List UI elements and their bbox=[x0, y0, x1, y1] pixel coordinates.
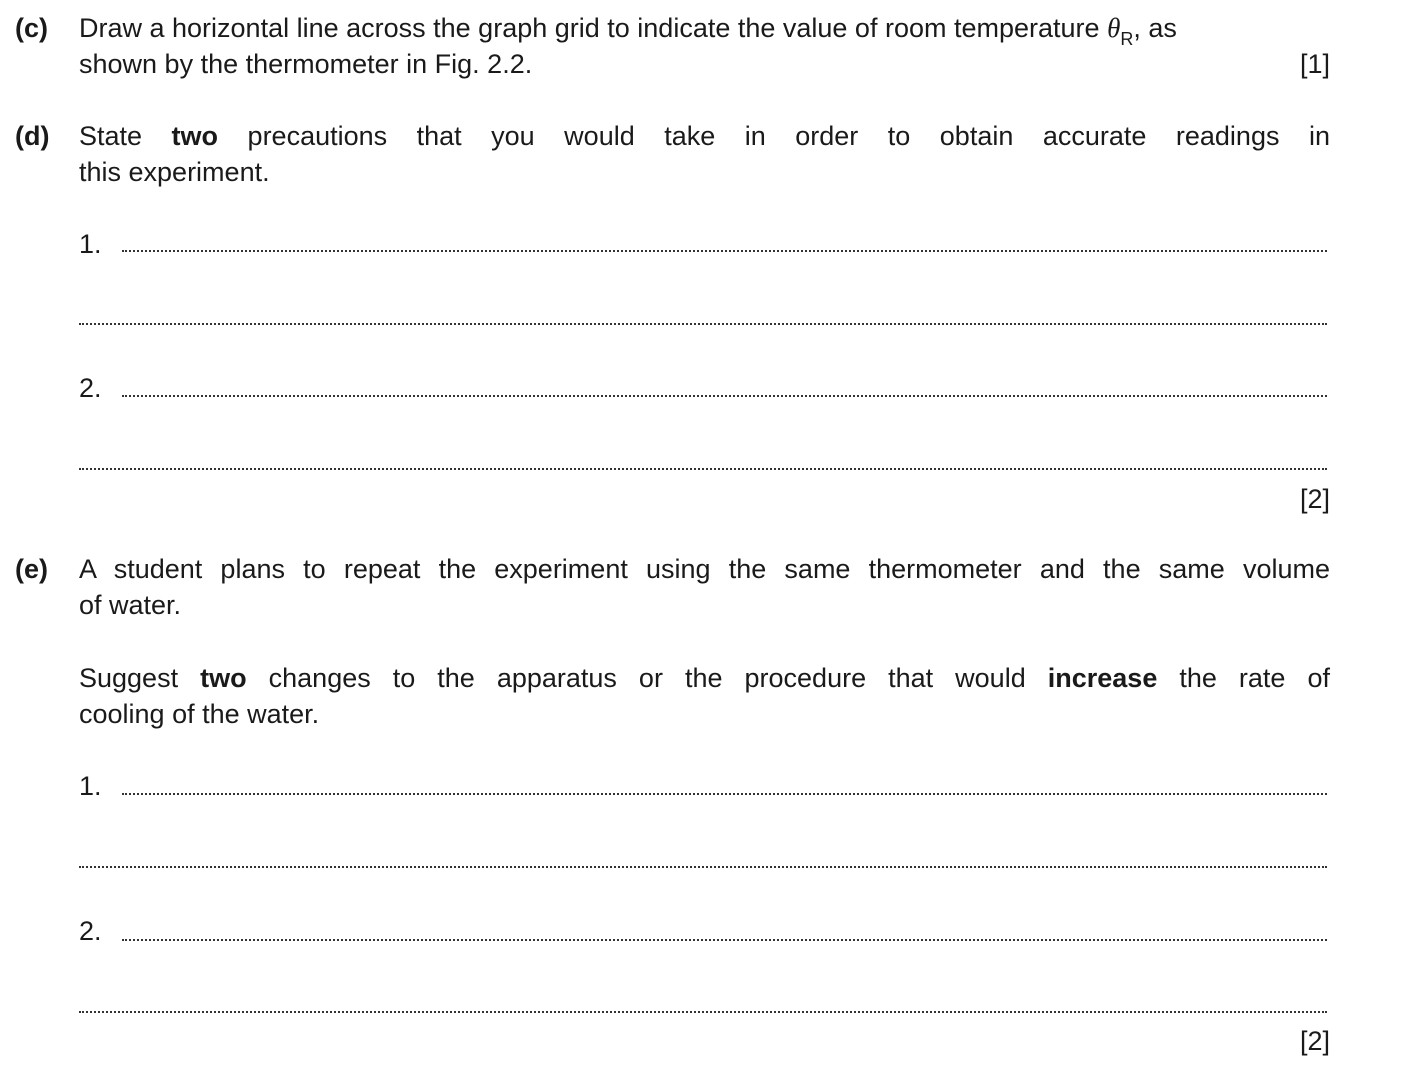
part-e-suggest-bold1: two bbox=[200, 663, 247, 693]
part-e-answer-line-2a[interactable] bbox=[122, 939, 1327, 941]
part-d-prompt-bold: two bbox=[171, 121, 219, 151]
part-d-answer-number-2: 2. bbox=[79, 373, 102, 403]
part-e-suggest-line1 bbox=[79, 660, 1330, 696]
part-d-answer-line-1b[interactable] bbox=[79, 323, 1327, 325]
part-c-label: (c) bbox=[15, 13, 48, 43]
part-d-answer-number-1: 1. bbox=[79, 229, 102, 259]
part-c-text: Draw a horizontal line across the graph grid to indicate the value of room temperature bbox=[79, 13, 1100, 43]
theta-symbol: θ bbox=[1107, 13, 1121, 43]
part-d-prompt-before: State bbox=[79, 121, 143, 151]
part-e-answer-line-1b[interactable] bbox=[79, 866, 1327, 868]
part-d-label: (d) bbox=[15, 121, 50, 151]
part-c-question-line2: shown by the thermometer in Fig. 2.2. bbox=[79, 49, 533, 79]
part-e-label: (e) bbox=[15, 554, 48, 584]
part-d-answer-line-2a[interactable] bbox=[122, 395, 1327, 397]
part-e-question-line2: of water. bbox=[79, 590, 182, 620]
part-e-suggest-middle: changes to the apparatus or the procedure that would bbox=[268, 663, 1026, 693]
part-d-question-line2: this experiment. bbox=[79, 157, 270, 187]
part-e-answer-number-1: 1. bbox=[79, 771, 102, 801]
part-e-suggest-before: Suggest bbox=[79, 663, 179, 693]
part-d-marks: [2] bbox=[1299, 484, 1330, 514]
part-c-suffix: , as bbox=[1133, 13, 1177, 43]
theta-subscript: R bbox=[1120, 29, 1134, 49]
part-e-answer-line-2b[interactable] bbox=[79, 1011, 1327, 1013]
part-d-answer-line-1a[interactable] bbox=[122, 250, 1327, 252]
part-e-suggest-after: the rate of bbox=[1179, 663, 1330, 693]
part-c-question-line1 bbox=[79, 10, 1330, 49]
part-d-answer-line-2b[interactable] bbox=[79, 468, 1327, 470]
part-e-answer-number-2: 2. bbox=[79, 916, 102, 946]
part-d-question-line1 bbox=[79, 118, 1330, 154]
part-e-suggest-line2: cooling of the water. bbox=[79, 699, 320, 729]
part-e-question-line1: A student plans to repeat the experiment using the same thermometer and the same volume bbox=[79, 554, 1330, 584]
part-d-prompt-after: precautions that you would take in order to obtain accurate readings in bbox=[247, 121, 1330, 151]
part-c-marks: [1] bbox=[1299, 49, 1330, 79]
part-e-suggest-bold2: increase bbox=[1047, 663, 1158, 693]
part-e-answer-line-1a[interactable] bbox=[122, 793, 1327, 795]
part-e-marks: [2] bbox=[1299, 1026, 1330, 1056]
